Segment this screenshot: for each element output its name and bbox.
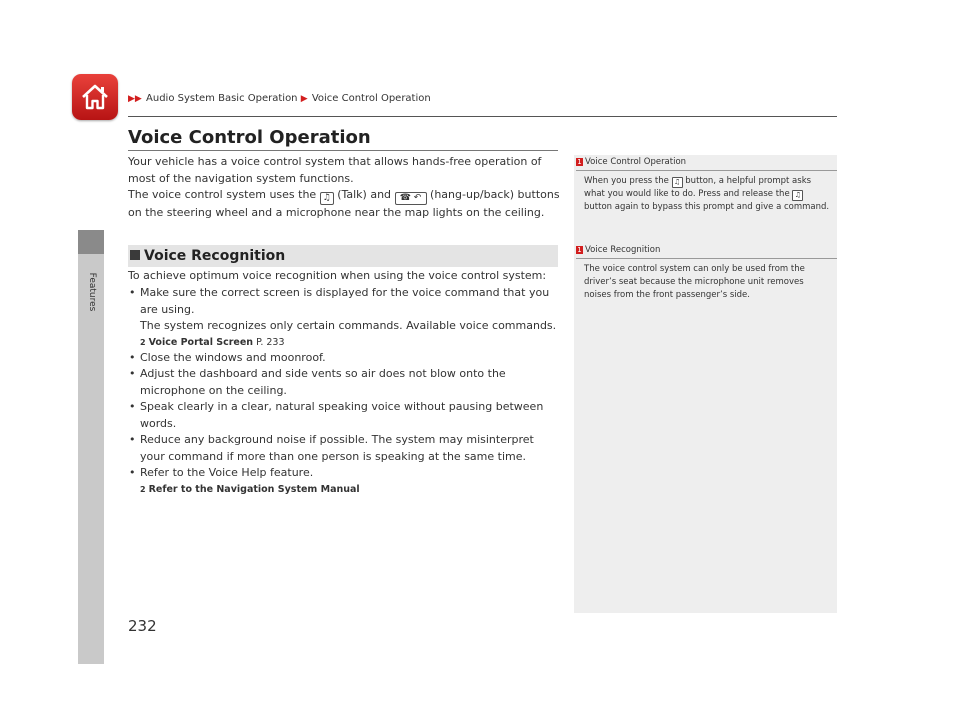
xref-title[interactable]: Voice Portal Screen xyxy=(148,336,254,348)
list-item-text: Refer to the Voice Help feature. xyxy=(140,466,314,479)
breadcrumb-page: Voice Control Operation xyxy=(311,93,431,104)
xref-marker: 2 xyxy=(140,337,146,347)
page-number: 232 xyxy=(128,617,157,635)
intro-text-c: (hang-up/back) buttons on the steering wheel and a microphone near the map lights on the ceiling. xyxy=(128,188,560,219)
breadcrumb-section[interactable]: Audio System Basic Operation xyxy=(146,93,298,104)
breadcrumb-arrow: ▶▶ xyxy=(128,94,142,104)
note-text-a: When you press the xyxy=(584,176,672,186)
note-number-icon: 1 xyxy=(577,246,582,254)
list-item-text: Close the windows and moonroof. xyxy=(140,350,326,364)
intro-text-a: The voice control system uses the xyxy=(128,188,320,201)
xref-marker: 2 xyxy=(140,484,146,494)
note-text xyxy=(584,175,830,214)
note-divider xyxy=(576,170,837,171)
section-square-icon xyxy=(130,250,140,260)
intro-paragraph xyxy=(128,154,560,222)
cross-reference[interactable] xyxy=(128,482,560,497)
home-icon xyxy=(79,81,111,113)
list-item xyxy=(128,285,560,335)
list-item xyxy=(128,366,560,399)
note-heading xyxy=(576,245,660,255)
header-divider xyxy=(128,116,837,117)
note-heading-text: Voice Control Operation xyxy=(585,157,687,167)
page-title: Voice Control Operation xyxy=(128,127,371,148)
chapter-tab[interactable] xyxy=(78,230,104,254)
sidebar-notes xyxy=(574,155,837,613)
talk-icon: ♫ xyxy=(672,177,683,188)
home-button[interactable] xyxy=(72,74,118,120)
note-text-c: button again to bypass this prompt and give a command. xyxy=(584,202,830,212)
note-heading-text: Voice Recognition xyxy=(585,245,661,255)
hang-up-icon: ☎ ↶ xyxy=(395,192,427,205)
note-heading xyxy=(576,157,686,167)
list-item xyxy=(128,465,560,482)
xref-title[interactable]: Refer to the Navigation System Manual xyxy=(148,483,360,495)
list-item-text: Reduce any background noise if possible. The system may misinterpret your command if more than one person is speaking at the same time. xyxy=(140,433,534,463)
note-number-icon: 1 xyxy=(577,158,582,166)
list-item xyxy=(128,432,560,465)
list-item xyxy=(128,399,560,432)
intro-text-b: (Talk) and xyxy=(333,188,395,201)
breadcrumb xyxy=(128,93,431,104)
intro-line-1: Your vehicle has a voice control system that allows hands-free operation of most of the navigation system functions. xyxy=(128,155,542,185)
note-divider xyxy=(576,258,837,259)
chapter-label: Features xyxy=(87,272,97,312)
talk-icon: ♫ xyxy=(792,190,803,201)
list-item-text: Speak clearly in a clear, natural speaking voice without pausing between words. xyxy=(140,400,544,430)
section-heading xyxy=(130,247,285,265)
section-heading-text: Voice Recognition xyxy=(144,248,286,264)
intro-line-2 xyxy=(128,187,560,222)
list-item xyxy=(128,350,560,367)
list-item-subtext: The system recognizes only certain commands. Available voice commands. xyxy=(140,319,557,332)
xref-page: P. 233 xyxy=(253,336,285,348)
title-divider xyxy=(128,150,558,151)
cross-reference[interactable] xyxy=(128,335,560,350)
list-item-text: Make sure the correct screen is displayed for the voice command that you are using. xyxy=(140,286,550,316)
list-item-text: Adjust the dashboard and side vents so air does not blow onto the microphone on the ceiling. xyxy=(140,367,506,397)
note-text: The voice control system can only be used from the driver’s seat because the microphone unit removes noises from the front passenger’s side. xyxy=(584,264,805,300)
bullets-intro: To achieve optimum voice recognition when using the voice control system: xyxy=(128,269,547,282)
breadcrumb-separator: ▶ xyxy=(300,94,308,104)
bullet-list xyxy=(128,285,560,497)
talk-icon: ♫ xyxy=(320,192,334,205)
note-text-b: button, a helpful prompt asks what you would like to do. Press and release the xyxy=(584,176,812,199)
